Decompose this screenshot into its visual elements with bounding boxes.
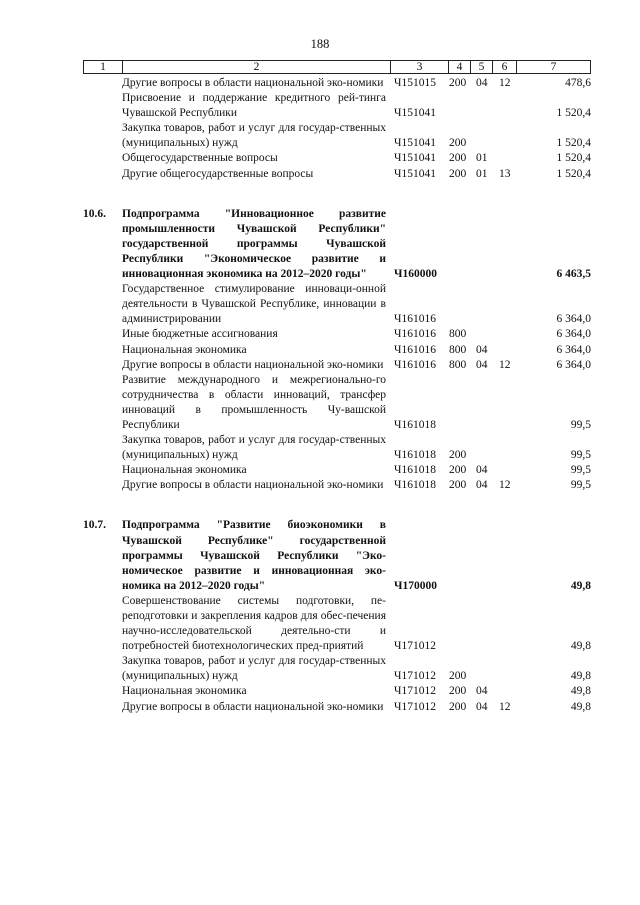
row-name: Закупка товаров, работ и услуг для государ-ственных (муниципальных) нужд [122, 122, 386, 150]
row-amount: 6 364,0 [556, 313, 591, 326]
row-subsection: 12 [499, 77, 511, 89]
row-amount: 49,8 [570, 670, 591, 683]
column-header-subsection: 6 [492, 61, 516, 73]
row-code: Ч161018 [394, 479, 436, 492]
table-row [0, 654, 640, 684]
row-expense-type: 200 [449, 137, 467, 150]
table-row [0, 373, 640, 433]
row-subsection: 13 [499, 167, 511, 180]
row-code: Ч161016 [394, 343, 436, 356]
table-row [0, 433, 640, 463]
table-row [0, 121, 640, 151]
row-expense-type: 800 [449, 343, 467, 356]
row-code: Ч161016 [394, 313, 436, 326]
row-amount: 49,8 [570, 640, 591, 653]
column-header-code: 3 [390, 61, 448, 73]
row-section: 04 [476, 464, 488, 477]
row-section: 04 [476, 77, 488, 89]
column-header-amount: 7 [516, 61, 590, 73]
row-amount: 1 520,4 [556, 137, 591, 150]
row-name: Развитие международного и межрегионально-го сотрудничества в области инноваций, трансфер инноваций в промышленность Чу-вашской Республики [122, 373, 386, 431]
row-expense-type: 200 [449, 152, 467, 165]
row-subsection: 12 [499, 700, 511, 713]
row-code: Ч151041 [394, 152, 436, 165]
column-header-expense-type: 4 [448, 61, 470, 73]
row-section: 04 [476, 479, 488, 492]
table-row [0, 343, 640, 358]
row-name: Иные бюджетные ассигнования [122, 328, 278, 341]
row-name: Другие вопросы в области национальной эко-номики [122, 77, 384, 89]
table-row [0, 358, 640, 373]
row-name: Подпрограмма "Развитие биоэкономики в Чувашской Республике" государственной программы Чувашской Республики "Эко-номическое развитие и инновационная эко-номика на 2012–2020 годы" [122, 519, 386, 592]
row-amount: 99,5 [570, 464, 591, 477]
row-expense-type: 200 [449, 479, 467, 492]
subprogram-row [0, 518, 640, 593]
row-name: Другие вопросы в области национальной эко-номики [122, 358, 384, 371]
column-header-section: 5 [470, 61, 492, 73]
row-subsection: 12 [499, 479, 511, 492]
row-section: 01 [476, 152, 488, 165]
table-row [0, 478, 640, 493]
row-amount: 6 463,5 [556, 268, 591, 281]
row-name: Закупка товаров, работ и услуг для государ-ственных (муниципальных) нужд [122, 434, 386, 462]
row-name: Совершенствование системы подготовки, пе-реподготовки и закрепления кадров для обес-печения научно-исследовательской деятельно-сти и потребностей биотехнологических пред-приятий [122, 594, 386, 653]
row-code: Ч161016 [394, 328, 436, 341]
row-code: Ч171012 [394, 640, 436, 653]
row-section: 01 [476, 167, 488, 180]
row-amount: 49,8 [570, 685, 591, 698]
table-row [0, 594, 640, 654]
row-amount: 1 520,4 [556, 152, 591, 165]
budget-table-body [0, 76, 640, 715]
row-amount: 6 364,0 [556, 343, 591, 356]
row-amount: 6 364,0 [556, 328, 591, 341]
row-code: Ч160000 [394, 268, 437, 281]
page-number: 188 [310, 37, 330, 51]
row-amount: 99,5 [570, 418, 591, 431]
table-row [0, 327, 640, 342]
table-row [0, 167, 640, 182]
row-name: Другие общегосударственные вопросы [122, 167, 314, 180]
row-code: Ч161018 [394, 464, 436, 477]
row-amount: 99,5 [570, 479, 591, 492]
row-amount: 1 520,4 [556, 107, 591, 120]
column-header-name: 2 [122, 61, 390, 73]
row-code: Ч161018 [394, 449, 436, 462]
row-name: Национальная экономика [122, 685, 247, 698]
row-number: 10.7. [83, 519, 106, 532]
row-amount: 99,5 [570, 449, 591, 462]
row-expense-type: 800 [449, 328, 467, 341]
table-row [0, 282, 640, 327]
row-name: Национальная экономика [122, 464, 247, 477]
table-row [0, 76, 640, 91]
row-code: Ч151041 [394, 107, 436, 120]
subprogram-row [0, 207, 640, 282]
row-section: 04 [476, 343, 488, 356]
column-header-number: 1 [100, 61, 106, 73]
row-name: Закупка товаров, работ и услуг для государ-ственных (муниципальных) нужд [122, 655, 386, 683]
table-row [0, 700, 640, 715]
table-row [0, 91, 640, 121]
row-code: Ч171012 [394, 700, 436, 713]
row-expense-type: 200 [449, 685, 467, 698]
row-amount: 6 364,0 [556, 358, 591, 371]
row-name: Другие вопросы в области национальной эко-номики [122, 700, 384, 713]
row-code: Ч151015 [394, 77, 436, 89]
row-code: Ч171012 [394, 685, 436, 698]
row-amount: 478,6 [565, 77, 591, 89]
row-code: Ч151041 [394, 167, 436, 180]
table-row [0, 684, 640, 699]
row-name: Подпрограмма "Инновационное развитие промышленности Чувашской Республики" государственной программы Чувашской Республики "Экономическое развитие и инновационная экономика на 2012–2020 годы" [122, 207, 386, 281]
row-number: 10.6. [83, 207, 106, 220]
column-header-row [83, 60, 591, 74]
table-row [0, 463, 640, 478]
row-amount: 1 520,4 [556, 167, 591, 180]
row-section: 04 [476, 358, 488, 371]
row-code: Ч161016 [394, 358, 436, 371]
row-section: 04 [476, 700, 488, 713]
row-amount: 49,8 [570, 700, 591, 713]
row-expense-type: 200 [449, 464, 467, 477]
row-section: 04 [476, 685, 488, 698]
row-name: Национальная экономика [122, 343, 247, 356]
row-code: Ч171012 [394, 670, 436, 683]
row-expense-type: 200 [449, 167, 467, 180]
row-expense-type: 200 [449, 670, 467, 683]
row-name: Присвоение и поддержание кредитного рей-тинга Чувашской Республики [122, 92, 386, 120]
row-expense-type: 200 [449, 700, 467, 713]
row-expense-type: 200 [449, 449, 467, 462]
table-row [0, 151, 640, 166]
row-expense-type: 200 [449, 77, 467, 89]
row-name: Государственное стимулирование инноваци-онной деятельности в Чувашской Республике, инновации в администрировании [122, 283, 386, 326]
row-name: Другие вопросы в области национальной эко-номики [122, 479, 384, 492]
row-expense-type: 800 [449, 358, 467, 371]
row-code: Ч161018 [394, 418, 436, 431]
row-code: Ч170000 [394, 579, 437, 592]
row-amount: 49,8 [570, 579, 591, 592]
row-code: Ч151041 [394, 137, 436, 150]
row-name: Общегосударственные вопросы [122, 152, 278, 165]
row-subsection: 12 [499, 358, 511, 371]
